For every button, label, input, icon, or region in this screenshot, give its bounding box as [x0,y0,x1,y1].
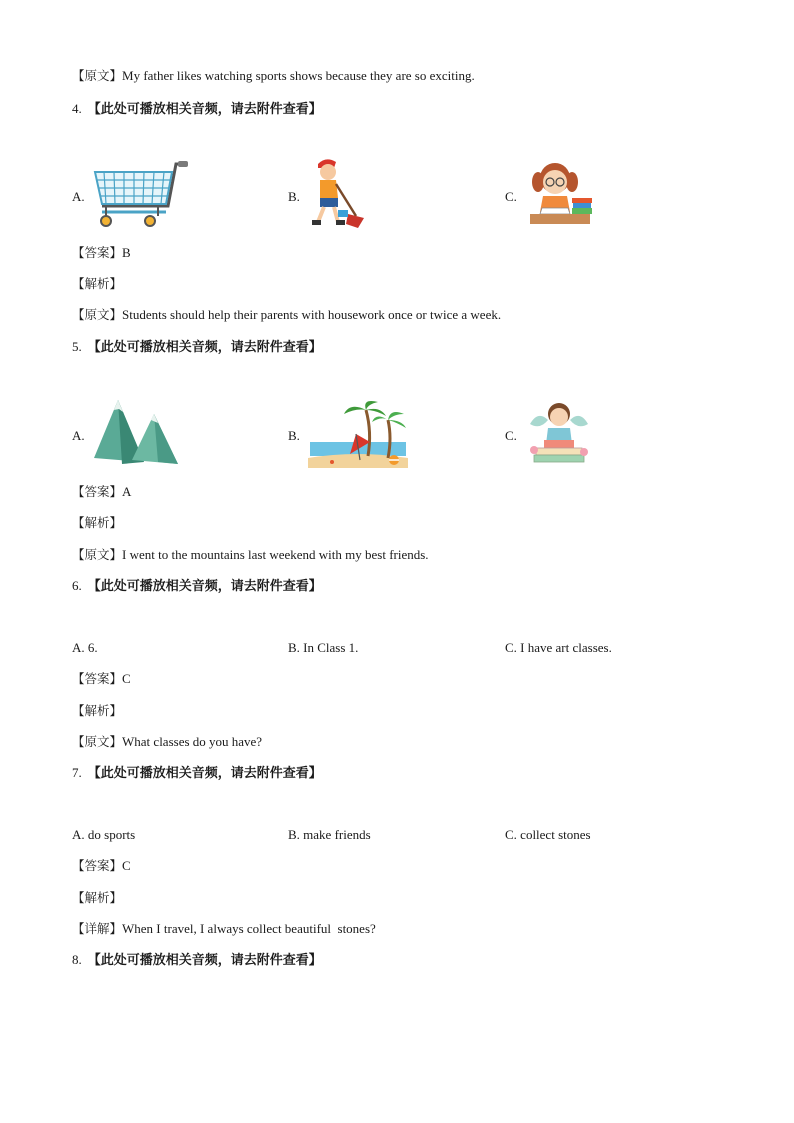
q4-source-line [72,306,501,324]
q5-analysis-line [72,514,122,532]
q7-option-b: B. make friends [288,827,371,842]
q5-option-c-label: C. [505,428,517,443]
q4-option-b-label: B. [288,189,300,204]
question-number: 4. [72,101,82,116]
answer-value: A [122,484,132,499]
q6-source-line [72,733,262,751]
q6-option-a: A. 6. [72,640,98,655]
girl-with-books-icon [526,400,592,470]
q3-source-line [72,67,475,85]
answer-value: B [122,245,131,260]
q4-analysis-line [72,275,122,293]
q4-option-c-label: C. [505,189,517,204]
answer-tag: 【答案】 [72,858,123,873]
answer-tag: 【答案】 [72,484,123,499]
beach-palm-icon [306,398,410,472]
analysis-tag: 【解析】 [72,515,123,530]
q5-answer-line [72,483,131,501]
source-text: My father likes watching sports shows because they are so exciting. [122,68,475,83]
q5-source-line [72,546,429,564]
q7-option-c: C. collect stones [505,827,591,842]
q7-option-a: A. do sports [72,827,136,842]
q6-prompt [72,577,322,596]
q7-detail-line [72,920,376,938]
analysis-tag: 【解析】 [72,276,123,291]
source-tag: 【原文】 [72,547,123,562]
answer-tag: 【答案】 [72,671,123,686]
question-number: 5. [72,339,82,354]
audio-prompt: 【此处可播放相关音频，请去附件查看】 [87,340,322,355]
q6-analysis-line [72,702,122,720]
audio-prompt: 【此处可播放相关音频，请去附件查看】 [87,102,322,117]
audio-prompt: 【此处可播放相关音频，请去附件查看】 [87,766,322,781]
q5-prompt [72,338,322,357]
source-text: Students should help their parents with housework once or twice a week. [122,307,502,322]
question-number: 7. [72,765,82,780]
question-number: 6. [72,578,82,593]
question-number: 8. [72,952,82,967]
answer-value: C [122,858,131,873]
q4-option-a-label: A. [72,189,85,204]
source-tag: 【原文】 [72,307,123,322]
mountains-icon [92,398,180,470]
q8-prompt [72,951,322,970]
analysis-tag: 【解析】 [72,890,123,905]
source-tag: 【原文】 [72,68,123,83]
source-tag: 【原文】 [72,734,123,749]
q5-option-b-label: B. [288,428,300,443]
shopping-cart-icon [92,160,192,230]
audio-prompt: 【此处可播放相关音频，请去附件查看】 [87,953,322,968]
answer-value: C [122,671,131,686]
q6-option-c: C. I have art classes. [505,640,612,655]
answer-tag: 【答案】 [72,245,123,260]
q4-prompt [72,100,322,119]
source-text: What classes do you have? [122,734,263,749]
analysis-tag: 【解析】 [72,703,123,718]
detail-text: When I travel, I always collect beautiful stones? [122,921,376,936]
audio-prompt: 【此处可播放相关音频，请去附件查看】 [87,579,322,594]
source-text: I went to the mountains last weekend with my best friends. [122,547,429,562]
q7-prompt [72,764,322,783]
q7-answer-line [72,857,131,875]
girl-reading-icon [526,158,596,232]
detail-tag: 【详解】 [72,921,123,936]
q4-answer-line [72,244,131,262]
q6-option-b: B. In Class 1. [288,640,359,655]
boy-sweeping-icon [306,156,366,230]
q6-answer-line [72,670,131,688]
q5-option-a-label: A. [72,428,85,443]
q7-analysis-line [72,889,122,907]
